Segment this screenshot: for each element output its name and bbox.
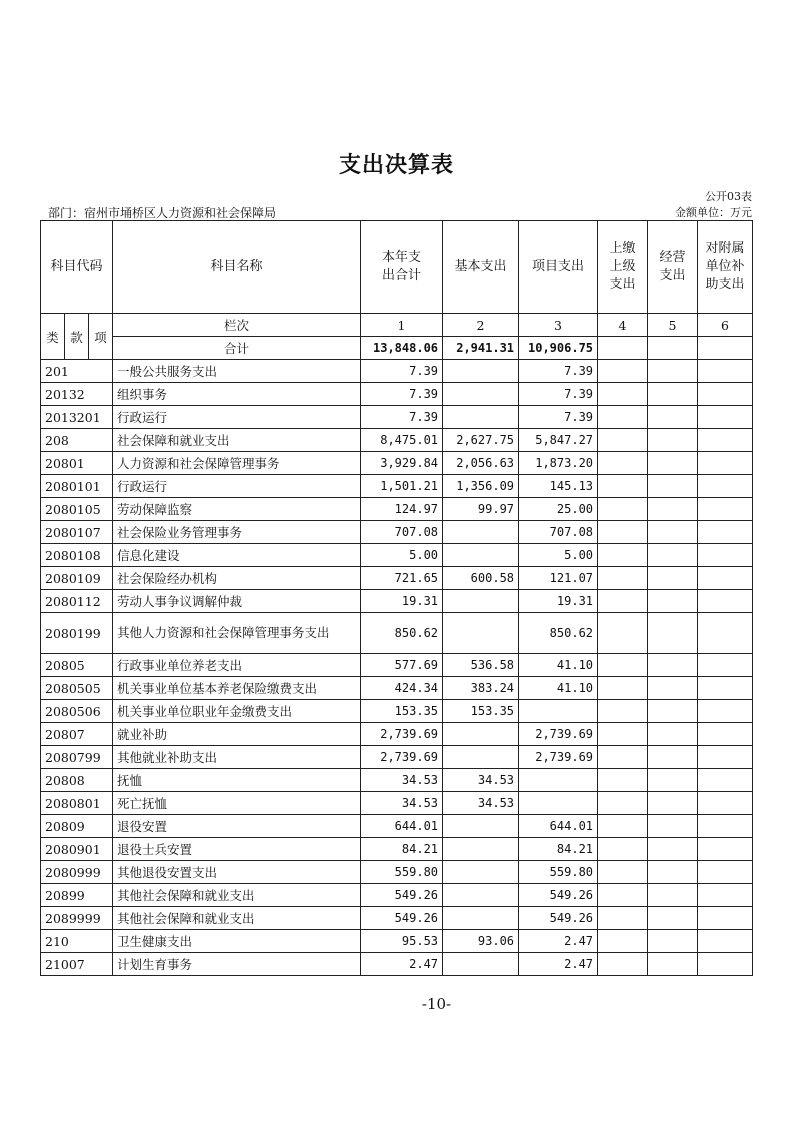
row-upper [598,475,648,498]
row-subsidy [698,815,753,838]
row-basic: 600.58 [443,567,519,590]
table-row [41,521,753,544]
row-subsidy [698,360,753,383]
row-total: 3,929.84 [361,452,443,475]
row-project [519,700,598,723]
row-project: 2.47 [519,953,598,976]
total-basic: 2,941.31 [443,337,519,360]
row-name: 其他社会保障和就业支出 [113,884,361,907]
row-name: 死亡抚恤 [113,792,361,815]
row-total: 5.00 [361,544,443,567]
row-name: 劳动保障监察 [113,498,361,521]
row-business [648,861,698,884]
row-project: 7.39 [519,383,598,406]
row-name: 组织事务 [113,383,361,406]
row-total: 19.31 [361,590,443,613]
row-name: 人力资源和社会保障管理事务 [113,452,361,475]
row-code: 210 [41,930,113,953]
row-name: 抚恤 [113,769,361,792]
row-subsidy [698,590,753,613]
row-code: 2080107 [41,521,113,544]
table-row [41,654,753,677]
row-subsidy [698,654,753,677]
row-total: 7.39 [361,360,443,383]
row-business [648,815,698,838]
row-subsidy [698,613,753,654]
row-upper [598,360,648,383]
row-basic: 2,056.63 [443,452,519,475]
row-name: 其他社会保障和就业支出 [113,907,361,930]
row-subsidy [698,475,753,498]
row-name: 就业补助 [113,723,361,746]
table-row [41,406,753,429]
row-subsidy [698,521,753,544]
row-name: 机关事业单位基本养老保险缴费支出 [113,677,361,700]
row-code: 20807 [41,723,113,746]
row-project: 2,739.69 [519,746,598,769]
row-subsidy [698,861,753,884]
col-index-1: 1 [361,314,443,337]
table-row [41,861,753,884]
row-code: 2080999 [41,861,113,884]
header-subsidy: 对附属单位补助支出 [698,221,753,314]
total-business [648,337,698,360]
table-row [41,475,753,498]
table-row [41,677,753,700]
row-project: 644.01 [519,815,598,838]
row-upper [598,654,648,677]
total-upper [598,337,648,360]
table-row [41,700,753,723]
row-code: 20899 [41,884,113,907]
row-business [648,475,698,498]
column-index-row [41,314,753,337]
row-business [648,590,698,613]
row-business [648,953,698,976]
table-row [41,567,753,590]
row-total: 7.39 [361,383,443,406]
row-business [648,723,698,746]
row-business [648,406,698,429]
row-upper [598,884,648,907]
col-index-5: 5 [648,314,698,337]
row-name: 计划生育事务 [113,953,361,976]
row-code: 2080101 [41,475,113,498]
row-name: 退役安置 [113,815,361,838]
row-name: 社会保障和就业支出 [113,429,361,452]
row-basic [443,861,519,884]
row-name: 社会保险业务管理事务 [113,521,361,544]
row-basic [443,838,519,861]
table-row [41,383,753,406]
row-code: 2080199 [41,613,113,654]
row-business [648,383,698,406]
table-row [41,452,753,475]
row-project [519,792,598,815]
row-project: 549.26 [519,884,598,907]
row-subsidy [698,406,753,429]
row-business [648,700,698,723]
row-total: 577.69 [361,654,443,677]
total-project: 10,906.75 [519,337,598,360]
row-name: 机关事业单位职业年金缴费支出 [113,700,361,723]
row-name: 劳动人事争议调解仲裁 [113,590,361,613]
row-basic: 2,627.75 [443,429,519,452]
row-basic [443,815,519,838]
row-total: 95.53 [361,930,443,953]
row-business [648,654,698,677]
row-basic: 153.35 [443,700,519,723]
row-subsidy [698,746,753,769]
row-total: 124.97 [361,498,443,521]
row-project: 2,739.69 [519,723,598,746]
table-row [41,953,753,976]
row-subsidy [698,452,753,475]
row-subsidy [698,930,753,953]
row-project: 5.00 [519,544,598,567]
row-upper [598,815,648,838]
row-project: 41.10 [519,677,598,700]
row-project: 84.21 [519,838,598,861]
row-upper [598,953,648,976]
row-project: 707.08 [519,521,598,544]
table-row [41,884,753,907]
row-code: 21007 [41,953,113,976]
row-basic [443,521,519,544]
row-basic [443,746,519,769]
table-row [41,769,753,792]
row-basic [443,360,519,383]
row-code: 20801 [41,452,113,475]
row-business [648,452,698,475]
row-subsidy [698,498,753,521]
row-total: 721.65 [361,567,443,590]
row-code: 2080505 [41,677,113,700]
page-number: -10- [421,995,452,1013]
row-project: 549.26 [519,907,598,930]
table-row [41,815,753,838]
row-code: 208 [41,429,113,452]
row-upper [598,544,648,567]
row-name: 行政运行 [113,406,361,429]
row-subsidy [698,792,753,815]
row-project: 25.00 [519,498,598,521]
row-total: 84.21 [361,838,443,861]
row-business [648,838,698,861]
row-business [648,792,698,815]
row-basic [443,544,519,567]
row-project: 1,873.20 [519,452,598,475]
row-code: 20809 [41,815,113,838]
unit-label: 金额单位：万元 [675,206,752,219]
header-business: 经营支出 [648,221,698,314]
header-project: 项目支出 [519,221,598,314]
row-code: 20132 [41,383,113,406]
row-business [648,544,698,567]
row-code: 2080506 [41,700,113,723]
col-index-3: 3 [519,314,598,337]
row-name: 信息化建设 [113,544,361,567]
table-row [41,792,753,815]
row-name: 行政运行 [113,475,361,498]
row-project [519,769,598,792]
table-row [41,838,753,861]
expenditure-table [40,220,753,976]
row-subsidy [698,567,753,590]
row-business [648,360,698,383]
row-subsidy [698,700,753,723]
row-subsidy [698,723,753,746]
row-subsidy [698,953,753,976]
row-name: 行政事业单位养老支出 [113,654,361,677]
table-row [41,613,753,654]
row-upper [598,930,648,953]
table-row [41,429,753,452]
row-business [648,498,698,521]
row-basic: 99.97 [443,498,519,521]
row-upper [598,769,648,792]
row-name: 一般公共服务支出 [113,360,361,383]
total-value: 13,848.06 [361,337,443,360]
row-upper [598,452,648,475]
row-upper [598,723,648,746]
header-basic: 基本支出 [443,221,519,314]
col-index-2: 2 [443,314,519,337]
header-name: 科目名称 [113,221,361,314]
row-business [648,884,698,907]
row-code: 2080901 [41,838,113,861]
row-upper [598,406,648,429]
row-code: 2080105 [41,498,113,521]
row-basic [443,884,519,907]
row-project: 5,847.27 [519,429,598,452]
row-total: 1,501.21 [361,475,443,498]
page-title: 支出决算表 [338,153,454,178]
row-subsidy [698,884,753,907]
header-kuan: 款 [65,314,89,360]
row-code: 2080108 [41,544,113,567]
row-basic [443,907,519,930]
row-upper [598,700,648,723]
row-name: 其他人力资源和社会保障管理事务支出 [113,613,361,654]
row-subsidy [698,544,753,567]
row-project: 41.10 [519,654,598,677]
row-total: 7.39 [361,406,443,429]
row-code: 2080112 [41,590,113,613]
header-code: 科目代码 [41,221,113,314]
row-business [648,746,698,769]
row-upper [598,521,648,544]
row-code: 2089999 [41,907,113,930]
row-basic: 536.58 [443,654,519,677]
row-code: 20808 [41,769,113,792]
row-basic: 1,356.09 [443,475,519,498]
header-total: 本年支出合计 [361,221,443,314]
row-upper [598,792,648,815]
department-label: 部门：宿州市埇桥区人力资源和社会保障局 [48,206,277,220]
header-lei: 类 [41,314,65,360]
row-project: 2.47 [519,930,598,953]
row-name: 其他就业补助支出 [113,746,361,769]
row-total: 644.01 [361,815,443,838]
row-name: 卫生健康支出 [113,930,361,953]
table-row [41,498,753,521]
row-subsidy [698,907,753,930]
row-total: 559.80 [361,861,443,884]
row-upper [598,746,648,769]
row-subsidy [698,429,753,452]
row-project: 850.62 [519,613,598,654]
row-project: 7.39 [519,406,598,429]
row-basic [443,590,519,613]
row-upper [598,383,648,406]
header-upper: 上缴上级支出 [598,221,648,314]
row-basic [443,383,519,406]
row-project: 145.13 [519,475,598,498]
row-total: 707.08 [361,521,443,544]
row-subsidy [698,677,753,700]
row-total: 549.26 [361,884,443,907]
row-upper [598,429,648,452]
row-upper [598,907,648,930]
row-basic [443,613,519,654]
row-basic: 383.24 [443,677,519,700]
row-total: 2,739.69 [361,746,443,769]
row-name: 退役士兵安置 [113,838,361,861]
row-total: 424.34 [361,677,443,700]
row-subsidy [698,769,753,792]
table-row [41,723,753,746]
col-index-4: 4 [598,314,648,337]
total-row [41,337,753,360]
row-business [648,613,698,654]
row-total: 2.47 [361,953,443,976]
table-row [41,746,753,769]
row-project: 559.80 [519,861,598,884]
col-index-6: 6 [698,314,753,337]
row-upper [598,861,648,884]
row-total: 153.35 [361,700,443,723]
row-code: 201 [41,360,113,383]
row-code: 2080799 [41,746,113,769]
row-subsidy [698,383,753,406]
row-total: 34.53 [361,769,443,792]
header-xiang: 项 [89,314,113,360]
row-upper [598,838,648,861]
total-subsidy [698,337,753,360]
row-code: 2080801 [41,792,113,815]
header-lanci: 栏次 [113,314,361,337]
row-business [648,521,698,544]
row-business [648,769,698,792]
row-total: 34.53 [361,792,443,815]
total-label: 合计 [113,337,361,360]
row-basic [443,723,519,746]
row-basic: 34.53 [443,769,519,792]
row-subsidy [698,838,753,861]
row-upper [598,567,648,590]
row-business [648,907,698,930]
row-code: 2013201 [41,406,113,429]
row-code: 2080109 [41,567,113,590]
row-upper [598,498,648,521]
row-basic [443,953,519,976]
row-basic [443,406,519,429]
row-basic: 93.06 [443,930,519,953]
table-row [41,930,753,953]
row-code: 20805 [41,654,113,677]
row-total: 2,739.69 [361,723,443,746]
row-total: 549.26 [361,907,443,930]
row-name: 其他退役安置支出 [113,861,361,884]
row-business [648,429,698,452]
row-business [648,930,698,953]
row-total: 8,475.01 [361,429,443,452]
row-name: 社会保险经办机构 [113,567,361,590]
table-row [41,360,753,383]
row-basic: 34.53 [443,792,519,815]
row-upper [598,590,648,613]
header-row [41,221,753,314]
table-row [41,544,753,567]
row-project: 121.07 [519,567,598,590]
row-project: 7.39 [519,360,598,383]
table-row [41,907,753,930]
row-business [648,567,698,590]
form-code: 公开03表 [705,190,752,203]
row-total: 850.62 [361,613,443,654]
row-upper [598,613,648,654]
row-upper [598,677,648,700]
row-business [648,677,698,700]
row-project: 19.31 [519,590,598,613]
table-row [41,590,753,613]
